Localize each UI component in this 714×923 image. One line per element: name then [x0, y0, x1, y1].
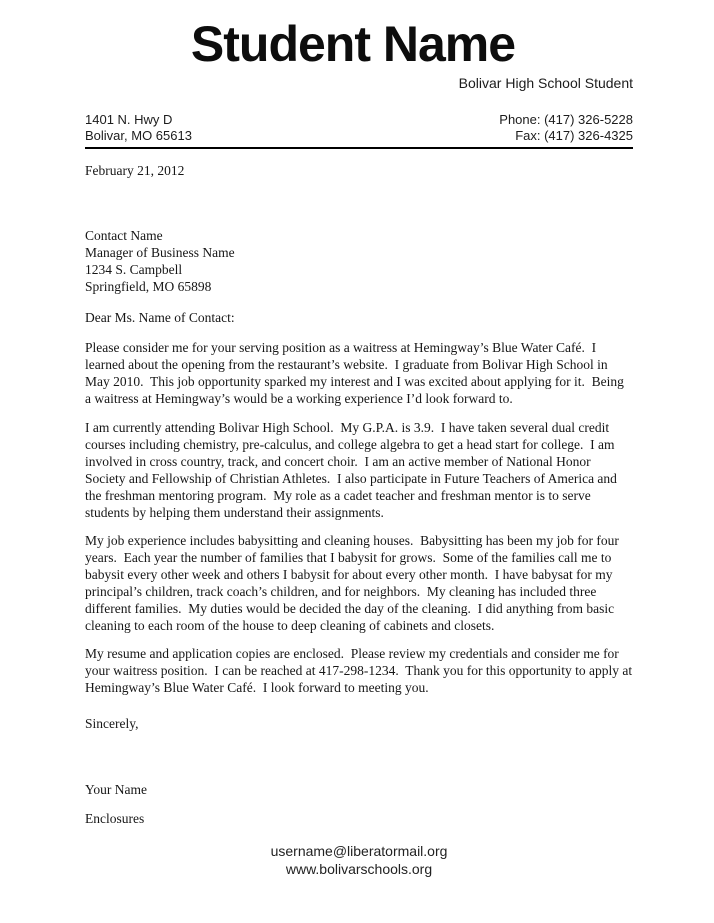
student-name-title: Student Name [190, 16, 516, 72]
letterhead-phone: Phone: (417) 326-5228 [499, 112, 633, 127]
letterhead-fax: Fax: (417) 326-4325 [515, 127, 633, 143]
closing-sincerely: Sincerely, [85, 716, 139, 731]
recipient-title: Manager of Business Name [85, 245, 235, 260]
letterhead-address-line2: Bolivar, MO 65613 [85, 127, 192, 143]
letterhead-contact-block [85, 112, 633, 149]
letterhead-phone-fax [499, 112, 633, 143]
body-paragraph-4: My resume and application copies are enclosed. Please review my credentials and consider me for your waitress position. I can be reached at 417-298-1234. Thank you for this opportunity to apply at Hemingway’s Blue Water Café. I look forward to meeting you. [85, 646, 636, 695]
salutation: Dear Ms. Name of Contact: [85, 310, 235, 325]
recipient-block [85, 227, 633, 295]
recipient-city: Springfield, MO 65898 [85, 279, 212, 294]
enclosures-note: Enclosures [85, 811, 145, 826]
recipient-street: 1234 S. Campbell [85, 262, 183, 277]
signature-name: Your Name [85, 782, 148, 797]
body-paragraph-1: Please consider me for your serving position as a waitress at Hemingway’s Blue Water Café. I learned about the opening from the restaurant’s website. I graduate from Bolivar High School in May 2010. This job opportunity sparked my interest and I was excited about applying for it. Being a waitress at Hemingway’s would be a working experience I’d look forward to. [85, 340, 628, 406]
recipient-name: Contact Name [85, 228, 163, 243]
letterhead-address [85, 112, 192, 143]
school-subtitle: Bolivar High School Student [458, 75, 633, 91]
letterhead-address-line1: 1401 N. Hwy D [85, 112, 173, 127]
body-paragraph-2: I am currently attending Bolivar High School. My G.P.A. is 3.9. I have taken several dual credit courses including chemistry, pre-calculus, and college algebra to get a head start for college. I am involved in cross country, track, and concert choir. I am an active member of National Honor Society and Fellowship of Christian Athletes. I also participate in Future Teachers of America and the freshman mentoring program. My role as a cadet teacher and freshman mentor is to serve students by helping them understand their assignments. [85, 420, 621, 520]
body-paragraph-3: My job experience includes babysitting and cleaning houses. Babysitting has been my job for four years. Each year the number of families that I babysit for grows. Some of the families call me to babysit every other week and others I babysit for about every other month. I have babysat for my principal’s children, track coach’s children, and for neighbors. My cleaning has included three different families. My duties would be decided the day of the cleaning. I did anything from basic cleaning to each room of the house to deep cleaning of cabinets and closets. [85, 533, 623, 633]
footer-website: www.bolivarschools.org [285, 860, 433, 877]
footer-contact [85, 843, 633, 878]
footer-email: username@liberatormail.org [270, 843, 448, 859]
letter-date: February 21, 2012 [85, 163, 185, 178]
